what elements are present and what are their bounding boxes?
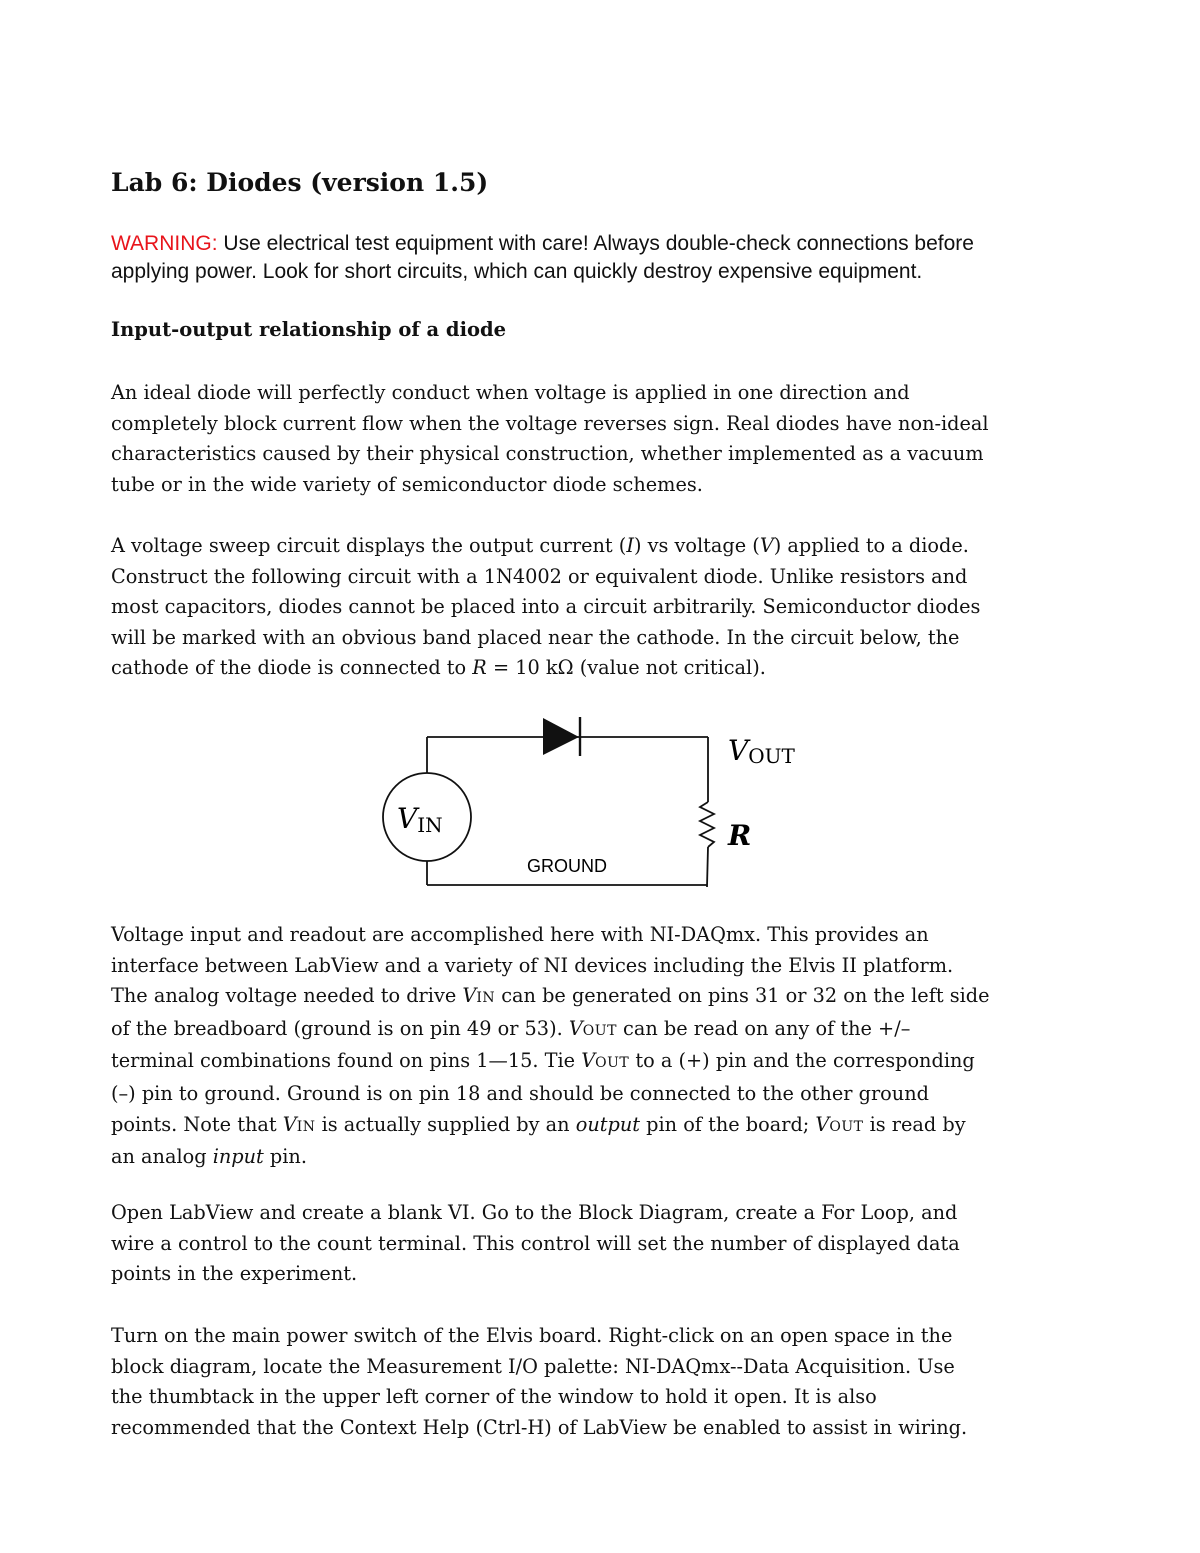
text-segment: A voltage sweep circuit displays the output current ( <box>111 534 627 557</box>
text-line <box>111 1229 960 1260</box>
text-line <box>111 1110 990 1143</box>
italic-text: V <box>568 1016 583 1040</box>
diode-circuit-diagram <box>370 700 820 900</box>
text-segment: completely block current flow when the voltage reverses sign. Real diodes have non-ideal <box>111 411 989 435</box>
text-segment: is actually supplied by an <box>315 1112 576 1136</box>
text-line <box>111 1014 990 1047</box>
text-segment: ) applied to a diode. <box>773 534 969 557</box>
text-segment: terminal combinations found on pins 1—15. Tie <box>111 1049 582 1073</box>
text-segment: block diagram, locate the Measurement I/O palette: NI-DAQmx--Data Acquisition. Use <box>111 1354 955 1378</box>
text-line <box>111 592 980 623</box>
text-segment: The analog voltage needed to drive <box>111 984 463 1008</box>
subscript-text: IN <box>476 990 496 1007</box>
paragraph <box>111 378 989 500</box>
text-line <box>111 1352 967 1383</box>
text-line <box>111 1413 967 1444</box>
italic-text: V <box>581 1049 596 1073</box>
text-line <box>111 531 980 562</box>
paragraph <box>111 1198 960 1290</box>
text-line <box>111 1382 967 1413</box>
text-segment: interface between LabView and a variety of NI devices including the Elvis II platform. <box>111 953 954 977</box>
text-line <box>111 951 990 982</box>
text-segment: to a (+) pin and the corresponding <box>629 1049 975 1073</box>
text-segment: the thumbtack in the upper left corner of the window to hold it open. It is also <box>111 1385 877 1409</box>
text-segment: points in the experiment. <box>111 1262 358 1286</box>
text-line <box>111 920 990 951</box>
subscript-text: OUT <box>582 1022 617 1039</box>
text-segment: can be generated on pins 31 or 32 on the left side <box>495 984 990 1008</box>
text-segment: Voltage input and readout are accomplished here with NI-DAQmx. This provides an <box>111 923 929 946</box>
text-segment: tube or in the wide variety of semiconductor diode schemes. <box>111 472 703 496</box>
text-segment: points. Note that <box>111 1112 283 1136</box>
text-segment: (–) pin to ground. Ground is on pin 18 and should be connected to the other ground <box>111 1081 929 1105</box>
text-segment: characteristics caused by their physical construction, whether implemented as a vacuum <box>111 442 984 466</box>
subscript-text: IN <box>296 1118 316 1135</box>
text-line <box>111 981 990 1014</box>
section-heading: Input-output relationship of a diode <box>111 318 507 341</box>
text-line <box>111 653 980 684</box>
italic-text: V <box>759 534 774 557</box>
text-line <box>111 378 989 409</box>
italic-text: V <box>815 1112 830 1136</box>
vout-label: VOUT <box>728 734 795 768</box>
text-segment: = 10 kΩ (value not critical). <box>486 656 766 680</box>
italic-text: V <box>462 984 477 1008</box>
text-line <box>111 1321 967 1352</box>
text-segment: will be marked with an obvious band placed near the cathode. In the circuit below, the <box>111 625 960 649</box>
subscript-text: OUT <box>595 1055 630 1072</box>
text-segment: cathode of the diode is connected to <box>111 656 473 680</box>
text-segment: recommended that the Context Help (Ctrl-H) of LabView be enabled to assist in wiring. <box>111 1415 968 1439</box>
text-segment: ) vs voltage ( <box>633 534 760 557</box>
italic-text: V <box>282 1112 297 1136</box>
text-line <box>111 562 980 593</box>
text-segment: Open LabView and create a blank VI. Go to the Block Diagram, create a For Loop, and <box>111 1201 958 1224</box>
text-line <box>111 1079 990 1110</box>
text-line <box>111 1046 990 1079</box>
text-segment: most capacitors, diodes cannot be placed into a circuit arbitrarily. Semiconductor diodes <box>111 595 981 619</box>
paragraph <box>111 1321 967 1443</box>
ground-label: GROUND <box>527 856 607 876</box>
resistor-symbol <box>700 802 714 847</box>
text-line <box>111 470 989 501</box>
vin-label: VIN <box>397 802 443 837</box>
text-segment: wire a control to the count terminal. This control will set the number of displayed data <box>111 1231 960 1255</box>
warning-label: WARNING: <box>111 232 218 255</box>
paragraph <box>111 531 980 684</box>
text-segment: Turn on the main power switch of the Elvis board. Right-click on an open space in the <box>111 1324 953 1347</box>
page-title: Lab 6: Diodes (version 1.5) <box>111 168 489 197</box>
diode-symbol <box>543 718 579 755</box>
text-line <box>111 1142 990 1173</box>
text-segment: can be read on any of the +/– <box>616 1016 911 1040</box>
warning-text: applying power. Look for short circuits, which can quickly destroy expensive equipment. <box>111 260 923 283</box>
resistor-label: R <box>728 819 752 852</box>
text-segment: Construct the following circuit with a 1N4002 or equivalent diode. Unlike resistors and <box>111 564 968 588</box>
text-segment: an analog <box>111 1145 213 1169</box>
paragraph <box>111 920 990 1173</box>
italic-text: output <box>575 1112 641 1136</box>
warning-text: Use electrical test equipment with care! Always double-check connections before <box>217 232 974 255</box>
text-line <box>111 409 989 440</box>
text-line <box>111 1198 960 1229</box>
text-line <box>111 439 989 470</box>
text-line <box>111 1259 960 1290</box>
text-segment: pin of the board; <box>640 1112 816 1136</box>
text-line <box>111 623 980 654</box>
subscript-text: OUT <box>829 1118 864 1135</box>
text-segment: pin. <box>263 1145 307 1169</box>
text-segment: is read by <box>863 1112 966 1136</box>
wire <box>707 847 708 887</box>
italic-text: R <box>472 656 487 680</box>
italic-text: input <box>212 1145 264 1169</box>
text-segment: of the breadboard (ground is on pin 49 or 53). <box>111 1016 569 1040</box>
warning-notice <box>111 230 974 286</box>
italic-text: I <box>626 534 634 557</box>
text-segment: An ideal diode will perfectly conduct when voltage is applied in one direction and <box>111 381 910 404</box>
